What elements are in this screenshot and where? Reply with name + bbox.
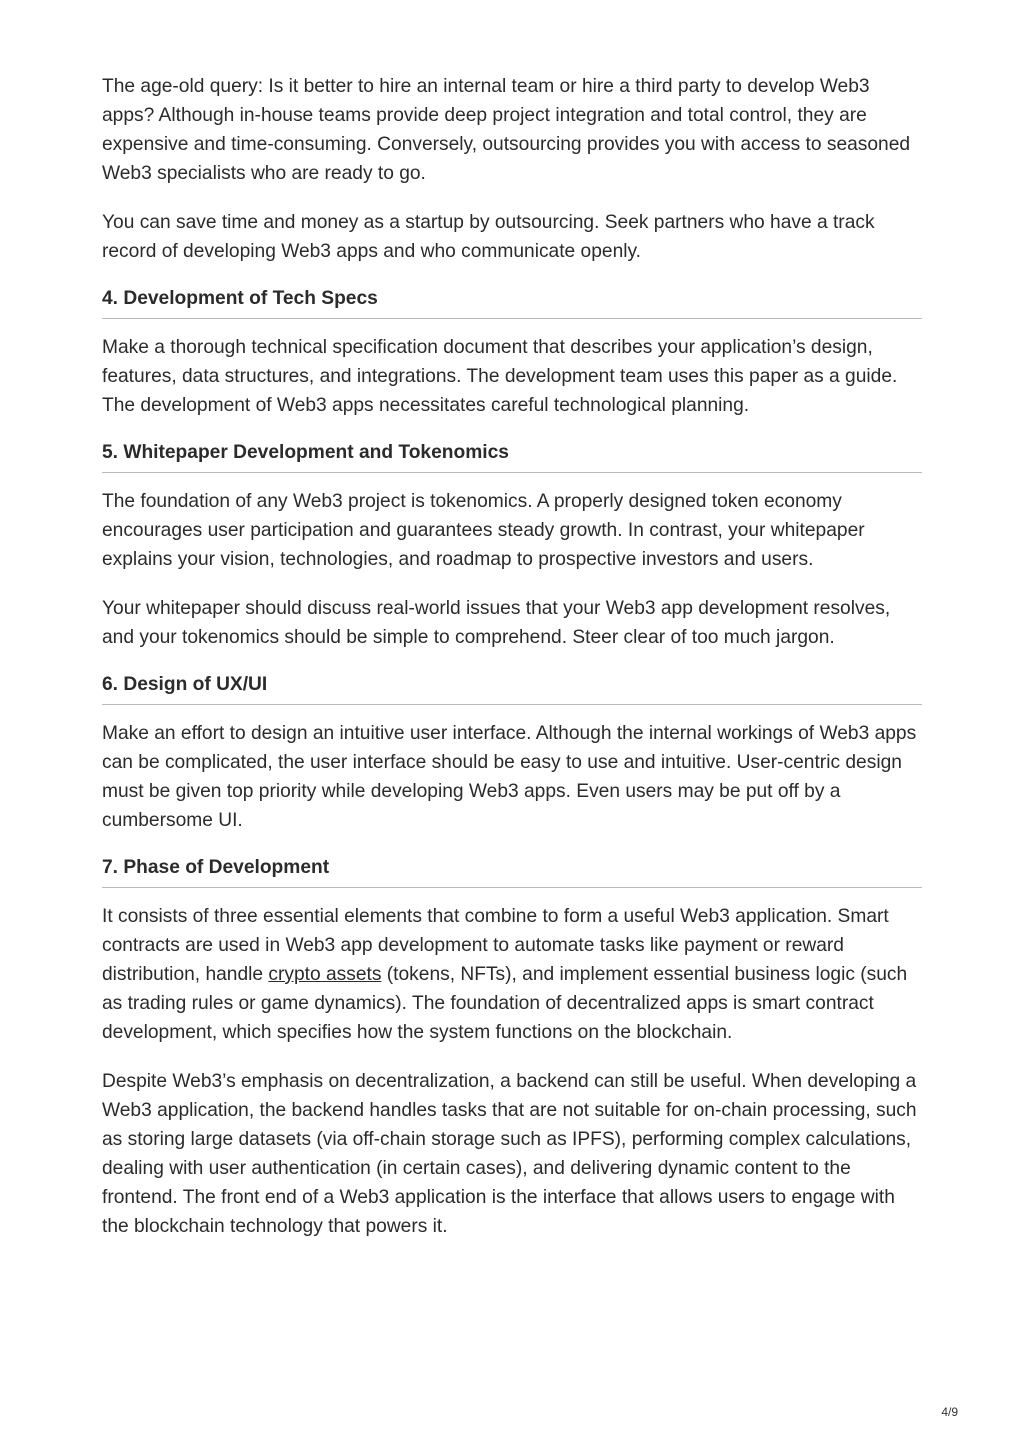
- intro-paragraph-2: You can save time and money as a startup by outsourcing. Seek partners who have a track record of developing Web3 apps and who communicate openly.: [102, 212, 875, 262]
- section-5-paragraph-1: The foundation of any Web3 project is tokenomics. A properly designed token economy encourages user participation and guarantees steady growth. In contrast, your whitepaper explains your vision, technologies, and roadmap to prospective investors and users.: [102, 491, 865, 570]
- section-7-paragraph-1-text-before: It consists of three essential elements that combine to form a useful Web3 application. Smart contracts are used in Web3 app development to automate tasks like payment or reward distribution, handle: [102, 906, 889, 985]
- section-7-heading: 7. Phase of Development: [102, 855, 922, 888]
- intro-paragraph-1: The age-old query: Is it better to hire an internal team or hire a third party to develop Web3 apps? Although in-house teams provide deep project integration and total control, they are expensive and time-consuming. Conversely, outsourcing provides you with access to seasoned Web3 specialists who are ready to go.: [102, 76, 911, 184]
- section-7-paragraph-1: [102, 902, 922, 1047]
- section-7-paragraph-1-text-after: (tokens, NFTs), and implement essential business logic (such as trading rules or game dynamics). The foundation of decentralized apps is smart contract development, which specifies how the system functions on the blockchain.: [102, 964, 908, 1043]
- section-7-paragraph-2: Despite Web3’s emphasis on decentralization, a backend can still be useful. When developing a Web3 application, the backend handles tasks that are not suitable for on-chain processing, such as storing large datasets (via off-chain storage such as IPFS), performing complex calculations, dealing with user authentication (in certain cases), and delivering dynamic content to the frontend. The front end of a Web3 application is the interface that allows users to engage with the blockchain technology that powers it.: [102, 1071, 917, 1237]
- page-number: 4/9: [941, 1405, 958, 1419]
- document-body: [102, 72, 922, 1261]
- section-4-heading: 4. Development of Tech Specs: [102, 286, 922, 319]
- section-5-paragraph-2: Your whitepaper should discuss real-world issues that your Web3 app development resolves, and your tokenomics should be simple to comprehend. Steer clear of too much jargon.: [102, 598, 891, 648]
- section-4-paragraph-1: Make a thorough technical specification document that describes your application’s design, features, data structures, and integrations. The development team uses this paper as a guide. The development of Web3 apps necessitates careful technological planning.: [102, 337, 898, 416]
- section-5-heading: 5. Whitepaper Development and Tokenomics: [102, 440, 922, 473]
- section-6-paragraph-1: Make an effort to design an intuitive user interface. Although the internal workings of Web3 apps can be complicated, the user interface should be easy to use and intuitive. User-centric design must be given top priority while developing Web3 apps. Even users may be put off by a cumbersome UI.: [102, 723, 917, 831]
- crypto-assets-link[interactable]: crypto assets: [268, 964, 382, 985]
- section-6-heading: 6. Design of UX/UI: [102, 672, 922, 705]
